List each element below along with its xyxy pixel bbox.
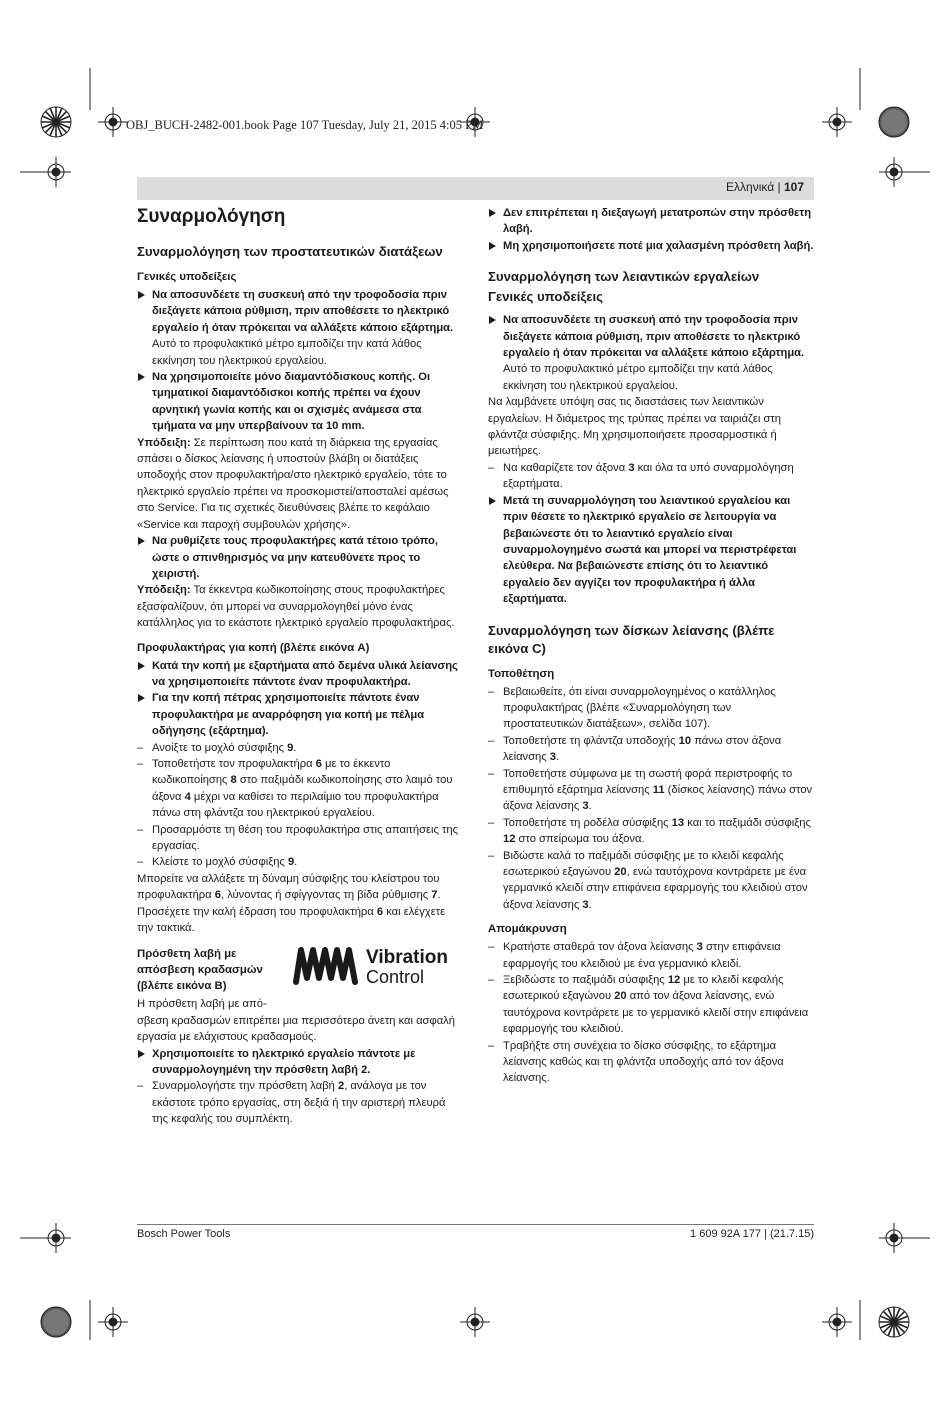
warning-bullet: Μη χρησιμοποιήσετε ποτέ μια χαλασμένη πρόσθετη λαβή. xyxy=(488,238,814,254)
step-item: – Συναρμολογήστε την πρόσθετη λαβή 2, ανάλογα με τον εκάστοτε τρόπο εργασίας, στη δεξιά ή την αριστερή πλευρά της κεφαλής του συμπλέκτη. xyxy=(137,1078,463,1127)
warning-bullet: Χρησιμοποιείτε το ηλεκτρικό εργαλείο πάντοτε με συναρμολογημένη την πρόσθετη λαβή 2. xyxy=(137,1046,463,1079)
vibration-block xyxy=(137,946,463,996)
header-separator: | xyxy=(774,180,784,194)
page-header xyxy=(137,177,814,200)
file-info: OBJ_BUCH-2482-001.book Page 107 Tuesday, July 21, 2015 4:05 PM xyxy=(126,118,484,132)
install-heading: Τοποθέτηση xyxy=(488,667,555,680)
footer-doc-number: 1 609 92A 177 | (21.7.15) xyxy=(690,1228,814,1240)
guards-heading: Συναρμολόγηση των προστατευτικών διατάξεων xyxy=(137,244,443,259)
step-item: – Τοποθετήστε τον προφυλακτήρα 6 με το έκκεντο κωδικοποίησης 8 στο παξιμάδι κωδικοποίησης στο λαιμό του άξονα 4 μέχρι να καθίσει το περιλαίμιο του προφυλακτήρα πάνω στη φλάντζα του ηλεκτρικού εργαλείου. xyxy=(137,756,463,822)
starburst-icon-top-left xyxy=(41,107,71,137)
warning-bullet: Κατά την κοπή με εξαρτήματα από δεμένα υλικά λείανσης να χρησιμοποιείτε πάντοτε έναν προφυλακτήρα. xyxy=(137,658,463,691)
removal-heading: Απομάκρυνση xyxy=(488,923,567,936)
warning-bullet: Να χρησιμοποιείτε μόνο διαμαντόδισκους κοπής. Οι τμηματικοί διαμαντόδισκοι κοπής πρέπει να έχουν αρνητική γωνία κοπής και οι σχισμές ανάμεσα στα τμήματα να μην υπερβαίνουν τα 10 mm. xyxy=(137,369,463,435)
step-item: – Να καθαρίζετε τον άξονα 3 και όλα τα υπό συναρμολόγηση εξαρτήματα. xyxy=(488,460,814,493)
vibration-control-logo xyxy=(293,942,463,990)
sanding-heading: Συναρμολόγηση των λειαντικών εργαλείων xyxy=(488,269,760,285)
body-paragraph: Μπορείτε να αλλάξετε τη δύναμη σύσφιξης του κλείστρου του προφυλακτήρα 6, λύνοντας ή σφίγγοντας τη βίδα ρύθμισης 7. Προσέχετε την καλή έδραση του προφυλακτήρα 6 και ελέγχετε την τακτικά. xyxy=(137,872,446,935)
starburst-icon-bottom-right xyxy=(879,1307,909,1337)
step-item: – Τοποθετήστε τη φλάντζα υποδοχής 10 πάνω στον άξονα λείανσης 3. xyxy=(488,733,814,766)
section-title: Συναρμολόγηση xyxy=(137,206,286,227)
note-paragraph: Υπόδειξη: Σε περίπτωση που κατά τη διάρκεια της εργασίας σπάσει ο δίσκος λείανσης ή υποστούν βλάβη οι διατάξεις υποδοχής στον προφυλακτήρα/στο ηλεκτρικό εργαλείο, τότε το ηλεκτρικό εργαλείο πρέπει να προσκομιστεί/αποσταλεί αμέσως στο Service. Για τις σχετικές διευθύνσεις βλέπε το κεφάλαιο «Service και παροχή συμβουλών χρήσης». xyxy=(137,436,449,531)
warning-bullet: Δεν επιτρέπεται η διεξαγωγή μετατροπών στην πρόσθετη λαβή. xyxy=(488,205,814,238)
header-right xyxy=(726,180,804,194)
header-language: Ελληνικά xyxy=(726,180,775,194)
footer-divider xyxy=(137,1224,814,1225)
logo-word-vibration: Vibration xyxy=(366,947,448,969)
warning-bullet: Να αποσυνδέετε τη συσκευή από την τροφοδοσία πριν διεξάγετε κάποια ρύθμιση, πριν αποθέσετε το ηλεκτρικό εργαλείο ή όταν πρόκειται να αλλάξετε κάποιο εξάρτημα. Αυτό το προφυλακτικό μέτρο εμποδίζει την κατά λάθος εκκίνηση του ηλεκτρικού εργαλείου. xyxy=(488,312,814,394)
general-heading: Γενικές υποδείξεις xyxy=(137,271,237,283)
handle-text: Η πρόσθετη λαβή με από- σβεση κραδασμών επιτρέπει μια περισσότερο άνετη και ασφαλή εργασία με ελάχιστους κραδασμούς. xyxy=(137,998,455,1044)
step-item: – Βεβαιωθείτε, ότι είναι συναρμολογημένος ο κατάλληλος προφυλακτήρας (βλέπε «Συναρμολόγηση των προστατευτικών διατάξεων», σελίδα 107). xyxy=(488,684,814,733)
warning-bullet: Να ρυθμίζετε τους προφυλακτήρες κατά τέτοιο τρόπο, ώστε ο σπινθηρισμός να μην κατευθύνετε προς το χειριστή. xyxy=(137,533,463,582)
step-item: – Κλείστε το μοχλό σύσφιξης 9. xyxy=(137,854,463,870)
starburst-icon-bottom-left xyxy=(41,1307,71,1337)
general-heading: Γενικές υποδείξεις xyxy=(488,289,604,305)
step-item: – Τραβήξτε στη συνέχεια το δίσκο σύσφιξης, το εξάρτημα λείανσης καθώς και τη φλάντζα υποδοχής από τον άξονα λείανσης. xyxy=(488,1038,814,1087)
right-column xyxy=(488,205,814,1087)
warning-bullet: Για την κοπή πέτρας χρησιμοποιείτε πάντοτε έναν προφυλακτήρα με αναρρόφηση για κοπή με πέλμα οδήγησης (εξάρτημα). xyxy=(137,690,463,739)
discs-heading: Συναρμολόγηση των δίσκων λείανσης (βλέπε εικόνα C) xyxy=(488,622,775,656)
step-item: – Κρατήστε σταθερά τον άξονα λείανσης 3 στην επιφάνεια εφαρμογής του κλειδιού με ένα γερμανικό κλειδί. xyxy=(488,939,814,972)
footer-brand: Bosch Power Tools xyxy=(137,1228,231,1240)
step-item: – Ξεβιδώστε το παξιμάδι σύσφιξης 12 με το κλειδί κεφαλής εσωτερικού εξαγώνου 20 από τον άξονα λείανσης, ενώ ταυτόχρονα κοντράρετε με το γερμανικό κλειδί στην επιφάνεια εφαρμογής του κλειδιού. xyxy=(488,972,814,1038)
warning-bullet: Να αποσυνδέετε τη συσκευή από την τροφοδοσία πριν διεξάγετε κάποια ρύθμιση, πριν αποθέσετε το ηλεκτρικό εργαλείο ή όταν πρόκειται να αλλάξετε κάποιο εξάρτημα. Αυτό το προφυλακτικό μέτρο εμποδίζει την κατά λάθος εκκίνηση του ηλεκτρικού εργαλείου. xyxy=(137,287,463,369)
left-column xyxy=(137,205,463,1128)
page-number: 107 xyxy=(783,180,804,194)
step-item: – Τοποθετήστε τη ροδέλα σύσφιξης 13 και το παξιμάδι σύσφιξης 12 στο σπείρωμα του άξονα. xyxy=(488,815,814,848)
step-item: – Προσαρμόστε τη θέση του προφυλακτήρα στις απαιτήσεις της εργασίας. xyxy=(137,822,463,855)
logo-word-control: Control xyxy=(366,967,425,988)
note-paragraph: Υπόδειξη: Τα έκκεντρα κωδικοποίησης στους προφυλακτήρες εξασφαλίζουν, ότι μπορεί να συναρμολογηθεί μόνο ένας κατάλληλος για το εκάστοτε ηλεκτρικό εργαλείο προφυλακτήρας. xyxy=(137,584,455,630)
step-item: – Τοποθετήστε σύμφωνα με τη σωστή φορά περιστροφής το επιθυμητό εξάρτημα λείανσης 11 (δίσκος λείανσης) πάνω στον άξονα λείανσης 3. xyxy=(488,766,814,815)
step-item: – Βιδώστε καλά το παξιμάδι σύσφιξης με το κλειδί κεφαλής εσωτερικού εξαγώνου 20, ενώ ταυτόχρονα κοντράρετε με ένα γερμανικό κλειδί στην επιφάνεια εφαρμογής του κλειδιού στον άξονα λείανσης 3. xyxy=(488,848,814,914)
cut-guard-heading: Προφυλακτήρας για κοπή (βλέπε εικόνα A) xyxy=(137,641,370,654)
warning-bullet: Μετά τη συναρμολόγηση του λειαντικού εργαλείου και πριν θέσετε το ηλεκτρικό εργαλείο σε λειτουργία να βεβαιώνεστε ότι το λειαντικό εργαλείο είναι συναρμολογημένο σωστά και μπορεί να περιστρέφεται ελεύθερα. Να βεβαιώνεστε επίσης ότι το λειαντικό εργαλείο δεν αγγίζει τον προφυλακτήρα ή άλλα εξαρτήματα. xyxy=(488,493,814,608)
handle-heading: Πρόσθετη λαβή με απόσβεση κραδασμών (βλέπε εικόνα B) xyxy=(137,948,263,993)
starburst-icon-top-right xyxy=(879,107,909,137)
step-item: – Ανοίξτε το μοχλό σύσφιξης 9. xyxy=(137,740,463,756)
body-paragraph: Να λαμβάνετε υπόψη σας τις διαστάσεις των λειαντικών εργαλείων. Η διάμετρος της τρύπας πρέπει να ταιριάζει στη φλάντζα σύσφιξης. Μη χρησιμοποιήσετε προσαρμοστικά ή μειωτήρες. xyxy=(488,396,782,458)
